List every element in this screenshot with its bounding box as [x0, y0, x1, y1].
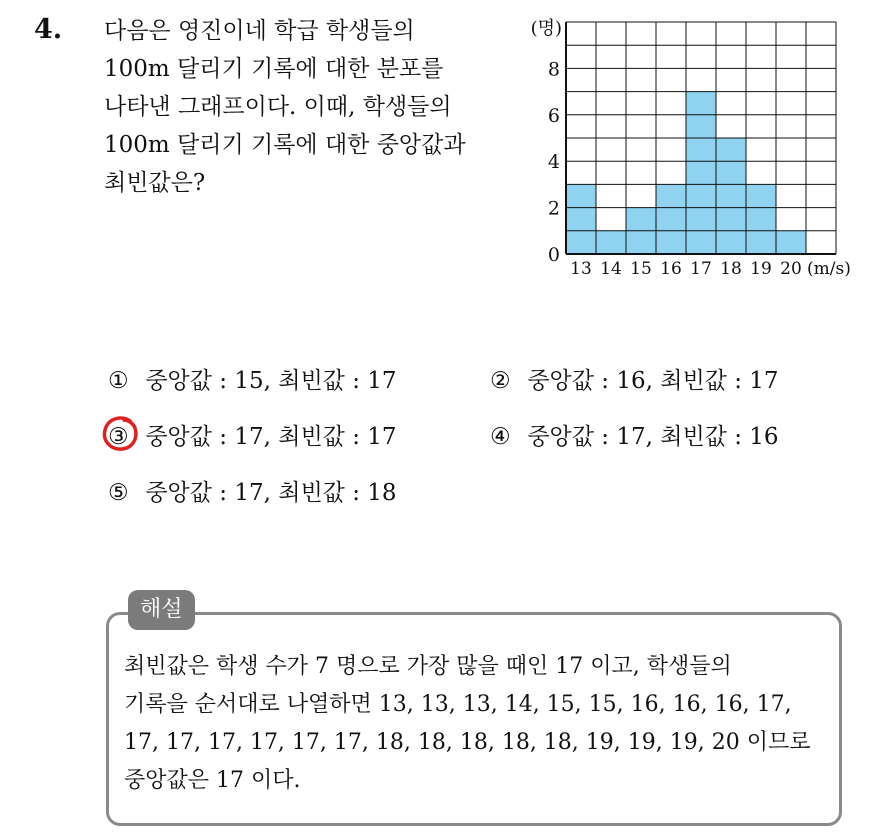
y-tick-label: 0 [547, 244, 560, 266]
histogram-bar [566, 184, 596, 254]
choice-text: 중앙값 : 16, 최빈값 : 17 [527, 368, 779, 394]
y-tick-label: 8 [547, 58, 560, 81]
histogram-bar [686, 92, 716, 254]
explanation-line: 최빈값은 학생 수가 7 명으로 가장 많을 때인 17 이고, 학생들의 [124, 654, 732, 679]
question-text [104, 12, 504, 202]
x-tick-label: 16 [660, 259, 682, 278]
x-tick-label: 14 [600, 259, 622, 278]
histogram-bar [776, 231, 806, 254]
choice-mark: ⑤ [108, 480, 129, 506]
x-tick-label: 18 [720, 259, 742, 278]
x-tick-label: 19 [750, 259, 772, 278]
x-tick-label: 20 [780, 259, 802, 278]
choice-text: 중앙값 : 17, 최빈값 : 16 [527, 424, 779, 450]
choice-1[interactable] [108, 362, 397, 395]
histogram-bar [716, 138, 746, 254]
histogram-chart [520, 16, 865, 278]
histogram-bar [656, 184, 686, 254]
y-axis-label: (명) [530, 18, 562, 39]
question-line: 100m 달리기 기록에 대한 중앙값과 [104, 132, 466, 158]
explanation-text [124, 648, 834, 800]
question-line: 100m 달리기 기록에 대한 분포를 [104, 56, 444, 82]
choice-text: 중앙값 : 15, 최빈값 : 17 [145, 368, 397, 394]
question-line: 최빈값은? [104, 170, 206, 196]
y-tick-label: 2 [547, 197, 560, 220]
choice-text: 중앙값 : 17, 최빈값 : 18 [145, 480, 397, 506]
answer-circle-mark [100, 413, 140, 453]
choice-mark: ② [490, 368, 511, 394]
choice-mark: ④ [490, 424, 511, 450]
x-tick-label: 17 [690, 259, 712, 278]
y-tick-label: 6 [547, 104, 560, 127]
explanation-line: 17, 17, 17, 17, 17, 17, 18, 18, 18, 18, 18, 19, 19, 19, 20 이므로 [124, 730, 811, 755]
y-tick-label: 4 [547, 151, 560, 174]
histogram-bar [746, 184, 776, 254]
question-line: 다음은 영진이네 학급 학생들의 [104, 18, 415, 44]
x-tick-label: 15 [630, 259, 652, 278]
x-axis-label: (m/s) [807, 259, 851, 278]
choice-2[interactable] [490, 362, 779, 395]
explanation-tag: 해설 [128, 590, 195, 630]
explanation-line: 중앙값은 17 이다. [124, 768, 301, 793]
choice-mark: ① [108, 368, 129, 394]
choice-4[interactable] [490, 418, 779, 451]
choice-text: 중앙값 : 17, 최빈값 : 17 [145, 424, 397, 450]
choice-3[interactable] [108, 418, 397, 451]
x-tick-label: 13 [570, 259, 592, 278]
explanation-line: 기록을 순서대로 나열하면 13, 13, 13, 14, 15, 15, 16, 16, 16, 17, [124, 692, 792, 717]
histogram-bar [596, 231, 626, 254]
choice-5[interactable] [108, 474, 397, 507]
question-number: 4. [34, 14, 63, 45]
choice-mark: ③ [108, 424, 129, 450]
question-line: 나타낸 그래프이다. 이때, 학생들의 [104, 94, 452, 120]
